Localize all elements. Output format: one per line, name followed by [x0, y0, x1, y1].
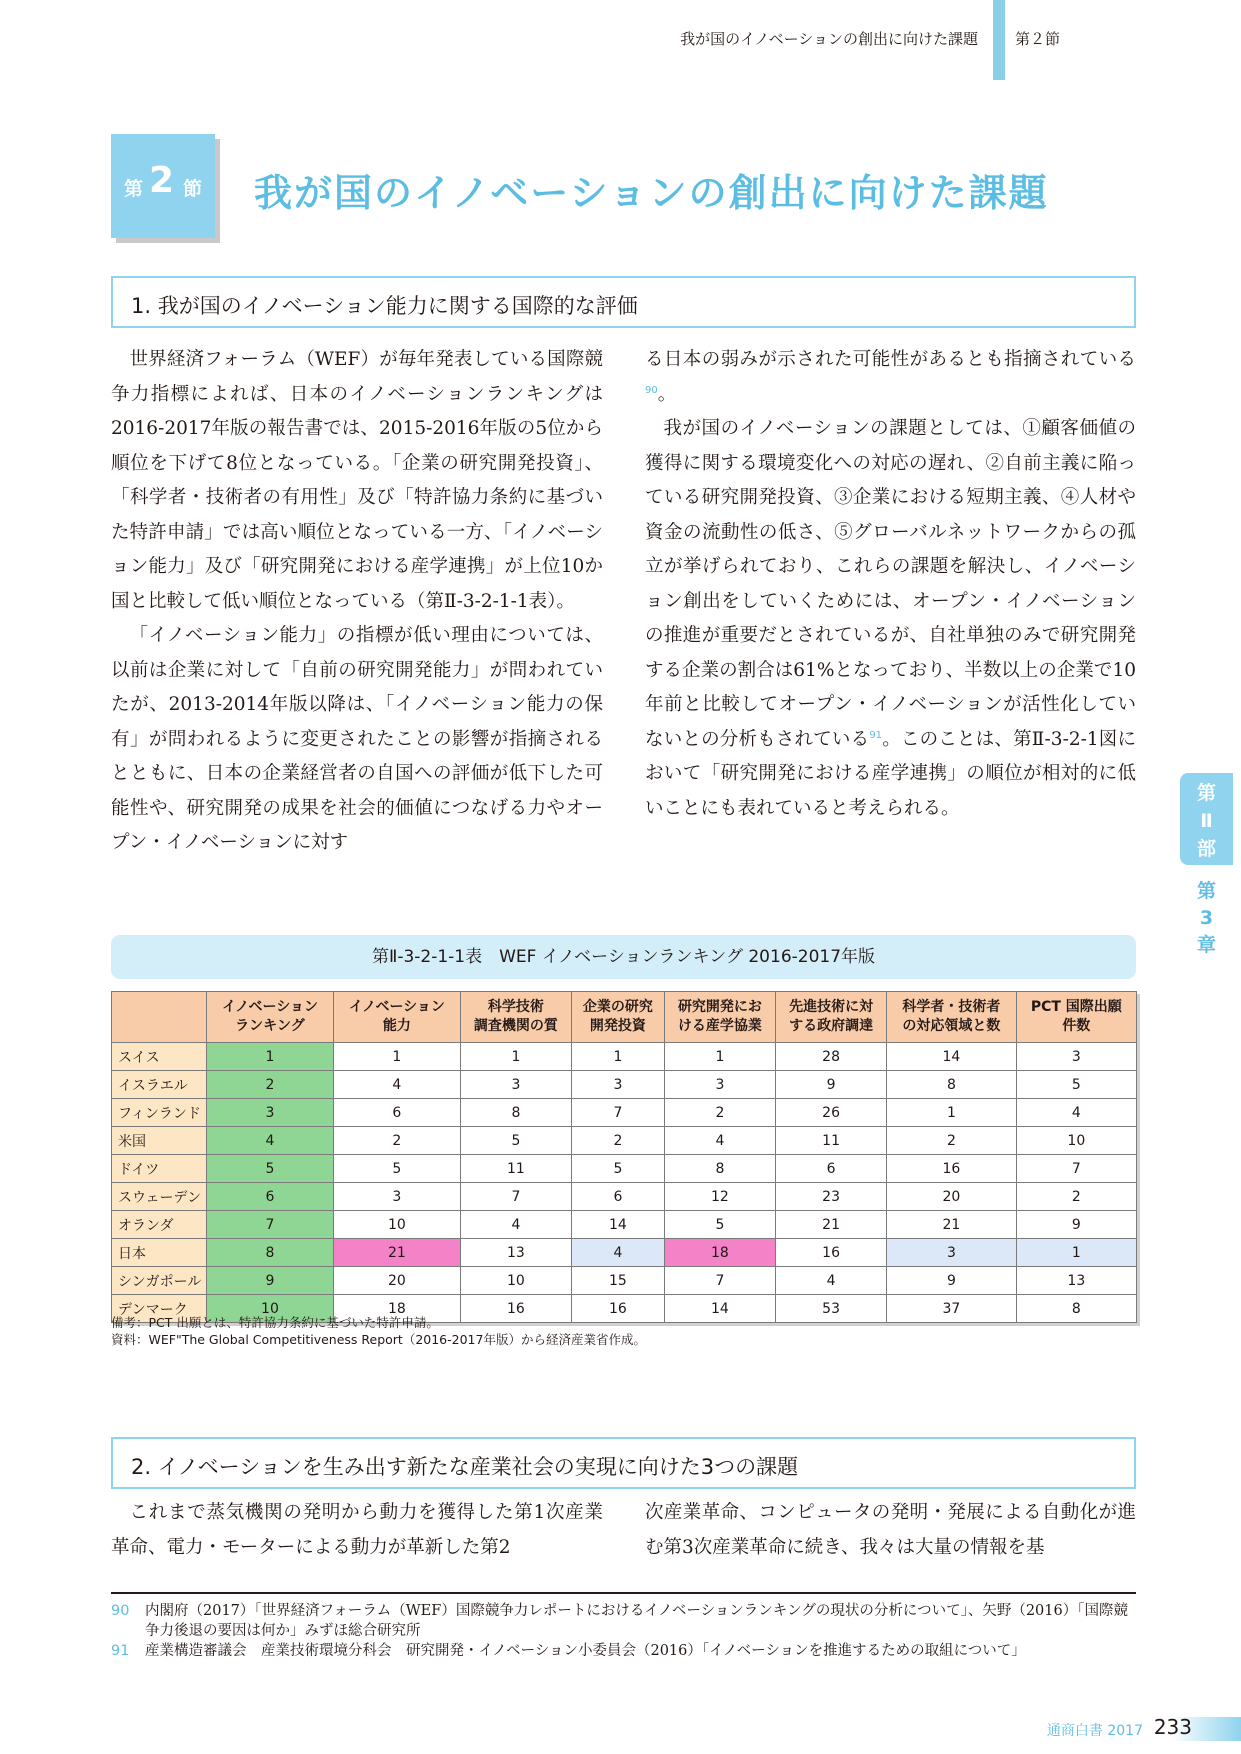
table-cell: 3 [1016, 1043, 1136, 1071]
table-cell: 2 [333, 1127, 460, 1155]
table-row [112, 1267, 1137, 1295]
page-footer [1001, 1715, 1241, 1743]
subsection-2-box [111, 1437, 1136, 1489]
table-cell: 1 [664, 1043, 775, 1071]
table-cell: 2 [887, 1127, 1016, 1155]
table-cell: 9 [1016, 1211, 1136, 1239]
table-cell: 9 [776, 1071, 887, 1099]
table-cell: 2 [572, 1127, 665, 1155]
table-cell: 5 [1016, 1071, 1136, 1099]
ranking-cell: 1 [207, 1043, 334, 1071]
table-corner-cell [112, 992, 207, 1043]
paragraph-text: 我が国のイノベーションの課題としては、①顧客価値の獲得に関する環境変化への対応の遅れ、②自前主義に陥っている研究開発投資、③企業における短期主義、④人材や資金の流動性の低さ、⑤グローバルネットワークからの孤立が挙げられており、これらの課題を解決し、イノベーション創出をしていくためには、オープン・イノベーションの推進が重要だとされているが、自社単独のみで研究開発する企業の割合は61%となっており、半数以上の企業で10年前と比較してオープン・イノベーションが活性化していないとの分析もされている [645, 418, 1136, 750]
chapter-tab-line: 第 [1196, 880, 1216, 902]
table-cell: 11 [776, 1127, 887, 1155]
table-column-header: イノベーション ランキング [207, 992, 334, 1043]
table-note-source: 資料：WEF"The Global Competitiveness Report（2016-2017年版）から経済産業省作成。 [111, 1332, 646, 1347]
table-cell: 14 [572, 1211, 665, 1239]
body-column-right-2 [645, 1496, 1136, 1565]
table-cell: 1 [1016, 1239, 1136, 1267]
table-cell: 1 [887, 1099, 1016, 1127]
table-cell: 1 [572, 1043, 665, 1071]
innovation-ranking-table [111, 991, 1137, 1323]
chapter-tab[interactable] [1180, 878, 1233, 959]
table-cell: 8 [1016, 1295, 1136, 1323]
table-cell: 7 [572, 1099, 665, 1127]
ranking-cell: 10 [207, 1295, 334, 1323]
table-body [112, 1043, 1137, 1323]
ranking-cell: 6 [207, 1183, 334, 1211]
table-cell: 13 [1016, 1267, 1136, 1295]
table-cell: 6 [333, 1099, 460, 1127]
table-cell: 1 [460, 1043, 571, 1071]
table-row [112, 1099, 1137, 1127]
table-cell: 4 [776, 1267, 887, 1295]
table-cell: 12 [664, 1183, 775, 1211]
table-cell: 5 [460, 1127, 571, 1155]
country-cell: オランダ [112, 1211, 207, 1239]
section-badge [111, 134, 215, 238]
running-header [640, 28, 1060, 68]
country-cell: ドイツ [112, 1155, 207, 1183]
section-badge-suffix: 節 [183, 178, 203, 200]
ranking-cell: 8 [207, 1239, 334, 1267]
footnote-ref-90[interactable]: 90 [645, 384, 658, 396]
paragraph-text: 。このことは、第Ⅱ-3-2-1図において「研究開発における産学連携」の順位が相対的に低いことにも表れていると考えられる。 [645, 728, 1136, 819]
table-cell: 1 [333, 1043, 460, 1071]
table-cell: 15 [572, 1267, 665, 1295]
country-cell: イスラエル [112, 1071, 207, 1099]
table-cell: 13 [460, 1239, 571, 1267]
footnote-90 [111, 1601, 1141, 1641]
table-cell: 4 [1016, 1099, 1136, 1127]
table-cell: 18 [333, 1295, 460, 1323]
country-cell: フィンランド [112, 1099, 207, 1127]
paragraph [645, 412, 1136, 826]
table-column-header: PCT 国際出願 件数 [1016, 992, 1136, 1043]
table-row [112, 1155, 1137, 1183]
table-cell: 8 [664, 1155, 775, 1183]
table-cell: 21 [776, 1211, 887, 1239]
chapter-tab-line: 章 [1196, 934, 1216, 956]
table-cell: 8 [887, 1071, 1016, 1099]
section-badge-prefix: 第 [124, 178, 144, 200]
paragraph: これまで蒸気機関の発明から動力を獲得した第1次産業革命、電力・モーターによる動力が革新した第2 [111, 1502, 603, 1558]
table-cell: 14 [887, 1043, 1016, 1071]
table-row [112, 1043, 1137, 1071]
table-cell: 7 [664, 1267, 775, 1295]
paragraph: 世界経済フォーラム（WEF）が毎年発表している国際競争力指標によれば、日本のイノベーションランキングは2016-2017年版の報告書では、2015-2016年版の5位から順位を下げて8位となっている。「企業の研究開発投資」、「科学者・技術者の有用性」及び「特許協力条約に基づいた特許申請」では高い順位となっている一方、「イノベーション能力」及び「研究開発における産学連携」が上位10か国と比較して低い順位となっている（第Ⅱ-3-2-1-1表）。 [111, 349, 603, 612]
table-cell: 7 [460, 1183, 571, 1211]
ranking-cell: 4 [207, 1127, 334, 1155]
table-row [112, 1127, 1137, 1155]
table-cell: 21 [333, 1239, 460, 1267]
country-cell: デンマーク [112, 1295, 207, 1323]
subsection-1-box [111, 276, 1136, 328]
table-cell: 9 [887, 1267, 1016, 1295]
subsection-2-title: 2. イノベーションを生み出す新たな産業社会の実現に向けた3つの課題 [131, 1455, 799, 1479]
table-cell: 11 [460, 1155, 571, 1183]
table-cell: 18 [664, 1239, 775, 1267]
table-cell: 3 [887, 1239, 1016, 1267]
running-title: 我が国のイノベーションの創出に向けた課題 [680, 30, 978, 48]
table-cell: 20 [333, 1267, 460, 1295]
table-column-header: イノベーション 能力 [333, 992, 460, 1043]
ranking-cell: 2 [207, 1071, 334, 1099]
table-column-header: 企業の研究 開発投資 [572, 992, 665, 1043]
country-cell: 日本 [112, 1239, 207, 1267]
table-cell: 4 [460, 1211, 571, 1239]
table-cell: 4 [572, 1239, 665, 1267]
table-row [112, 1071, 1137, 1099]
section-badge-number: 2 [149, 160, 175, 201]
table-cell: 5 [664, 1211, 775, 1239]
subsection-1-title: 1. 我が国のイノベーション能力に関する国際的な評価 [131, 294, 638, 318]
footnote-ref-91[interactable]: 91 [869, 729, 883, 741]
table-column-header: 研究開発にお ける産学協業 [664, 992, 775, 1043]
table-cell: 10 [333, 1211, 460, 1239]
table-cell: 16 [460, 1295, 571, 1323]
ranking-cell: 3 [207, 1099, 334, 1127]
table-column-header: 先進技術に対 する政府調達 [776, 992, 887, 1043]
paragraph: 次産業革命、コンピュータの発明・発展による自動化が進む第3次産業革命に続き、我々は大量の情報を基 [645, 1502, 1136, 1558]
paragraph: 「イノベーション能力」の指標が低い理由については、以前は企業に対して「自前の研究開発能力」が問われていたが、2013-2014年版以降は、「イノベーション能力の保有」が問われるように変更されたことの影響が指摘されるとともに、日本の企業経営者の自国への評価が低下した可能性や、研究開発の成果を社会的価値につなげる力やオープン・イノベーションに対す [111, 625, 603, 853]
table-cell: 2 [1016, 1183, 1136, 1211]
chapter-tab-line: 3 [1199, 907, 1214, 929]
part-tab-line: 部 [1196, 838, 1216, 860]
table-cell: 16 [887, 1155, 1016, 1183]
part-tab-line: Ⅱ [1200, 810, 1213, 832]
body-column-right [645, 343, 1136, 826]
country-cell: スイス [112, 1043, 207, 1071]
table-cell: 28 [776, 1043, 887, 1071]
paragraph-text: 。 [657, 383, 677, 405]
table-cell: 14 [664, 1295, 775, 1323]
table-cell: 53 [776, 1295, 887, 1323]
table-row [112, 1239, 1137, 1267]
header-accent-bar [993, 0, 1005, 80]
table-cell: 3 [333, 1183, 460, 1211]
part-tab[interactable] [1180, 773, 1233, 865]
table-column-header: 科学技術 調査機関の質 [460, 992, 571, 1043]
table-notes [111, 1314, 646, 1348]
footnote-number: 90 [111, 1603, 130, 1619]
table-cell: 4 [664, 1127, 775, 1155]
footnote-text: 産業構造審議会 産業技術環境分科会 研究開発・イノベーション小委員会（2016）「イノベーションを推進するための取組について」 [145, 1643, 1026, 1659]
section-title: 我が国のイノベーションの創出に向けた課題 [254, 170, 1049, 215]
body-column-left [111, 343, 603, 861]
ranking-cell: 7 [207, 1211, 334, 1239]
footnote-number: 91 [111, 1643, 130, 1659]
body-column-left-2 [111, 1496, 603, 1565]
table-cell: 6 [776, 1155, 887, 1183]
table-row [112, 1183, 1137, 1211]
table-cell: 16 [572, 1295, 665, 1323]
country-cell: 米国 [112, 1127, 207, 1155]
table-cell: 37 [887, 1295, 1016, 1323]
running-section-label: 第２節 [1014, 30, 1060, 48]
paragraph-text: る日本の弱みが示された可能性があるとも指摘されている [645, 349, 1136, 370]
footnote-text: 内閣府（2017）「世界経済フォーラム（WEF）国際競争力レポートにおけるイノベーションランキングの現状の分析について」、矢野（2016）「国際競争力後退の要因は何か」みずほ総合研究所 [145, 1603, 1128, 1639]
table-cell: 10 [1016, 1127, 1136, 1155]
table-cell: 26 [776, 1099, 887, 1127]
table-header-row [112, 992, 1137, 1043]
table-cell: 5 [572, 1155, 665, 1183]
table-cell: 10 [460, 1267, 571, 1295]
table-cell: 2 [664, 1099, 775, 1127]
footnote-divider [111, 1592, 1136, 1594]
publication-name: 通商白書 2017 [1046, 1723, 1143, 1739]
country-cell: シンガポール [112, 1267, 207, 1295]
table-caption: 第Ⅱ-3-2-1-1表 WEF イノベーションランキング 2016-2017年版 [111, 935, 1136, 979]
table-cell: 6 [572, 1183, 665, 1211]
table-cell: 21 [887, 1211, 1016, 1239]
table-cell: 16 [776, 1239, 887, 1267]
table-cell: 8 [460, 1099, 571, 1127]
ranking-cell: 5 [207, 1155, 334, 1183]
ranking-cell: 9 [207, 1267, 334, 1295]
table-row [112, 1211, 1137, 1239]
table-cell: 3 [460, 1071, 571, 1099]
table-cell: 23 [776, 1183, 887, 1211]
table-cell: 3 [664, 1071, 775, 1099]
table-note-remark: 備考：PCT 出願とは、特許協力条約に基づいた特許申請。 [111, 1315, 439, 1330]
table-cell: 4 [333, 1071, 460, 1099]
table-cell: 3 [572, 1071, 665, 1099]
table-column-header: 科学者・技術者 の対応領域と数 [887, 992, 1016, 1043]
part-tab-line: 第 [1196, 782, 1216, 804]
table-cell: 7 [1016, 1155, 1136, 1183]
footnotes [111, 1601, 1141, 1661]
table-cell: 5 [333, 1155, 460, 1183]
footnote-91 [111, 1641, 1141, 1661]
country-cell: スウェーデン [112, 1183, 207, 1211]
page-number: 233 [1153, 1715, 1192, 1739]
table-cell: 20 [887, 1183, 1016, 1211]
paragraph [645, 343, 1136, 412]
